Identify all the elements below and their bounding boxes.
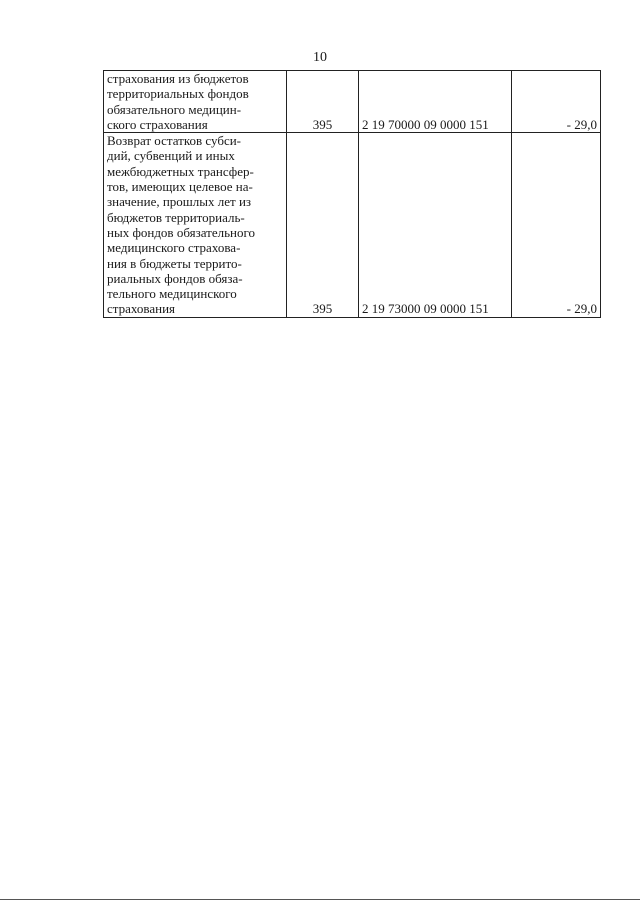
admin-code-cell: 395: [287, 133, 359, 318]
budget-table: [103, 70, 601, 318]
table-row: [104, 71, 601, 133]
row-name-line: ных фондов обязательного: [107, 224, 255, 240]
row-name-line: Возврат остатков субси-: [107, 133, 241, 149]
row-name-line: медицинского страхова-: [107, 240, 241, 256]
budget-code-cell: 2 19 73000 09 0000 151: [359, 133, 512, 318]
row-name-line: страхования из бюджетов: [107, 71, 249, 86]
row-name-line: межбюджетных трансфер-: [107, 163, 254, 179]
amount-cell: - 29,0: [512, 71, 601, 133]
row-name-line: значение, прошлых лет из: [107, 194, 252, 210]
row-name-line: страхования: [107, 301, 176, 317]
budget-code-cell: 2 19 70000 09 0000 151: [359, 71, 512, 133]
row-name-line: обязательного медицин-: [107, 101, 242, 117]
table-row: [104, 133, 601, 318]
row-name-cell: [104, 71, 287, 133]
page-number: 10: [313, 50, 327, 65]
row-name-line: ского страхования: [107, 116, 208, 132]
row-name-line: дий, субвенций и иных: [107, 148, 235, 164]
row-name-line: бюджетов территориаль-: [107, 209, 245, 225]
amount-cell: - 29,0: [512, 133, 601, 318]
row-name-cell: [104, 133, 287, 318]
row-name-line: территориальных фондов: [107, 86, 249, 102]
row-name-line: тов, имеющих целевое на-: [107, 179, 253, 195]
row-name-line: риальных фондов обяза-: [107, 270, 243, 286]
page-bottom-rule: [0, 899, 640, 900]
admin-code-cell: 395: [287, 71, 359, 133]
row-name-line: ния в бюджеты террито-: [107, 255, 242, 271]
row-name-line: тельного медицинского: [107, 286, 237, 302]
